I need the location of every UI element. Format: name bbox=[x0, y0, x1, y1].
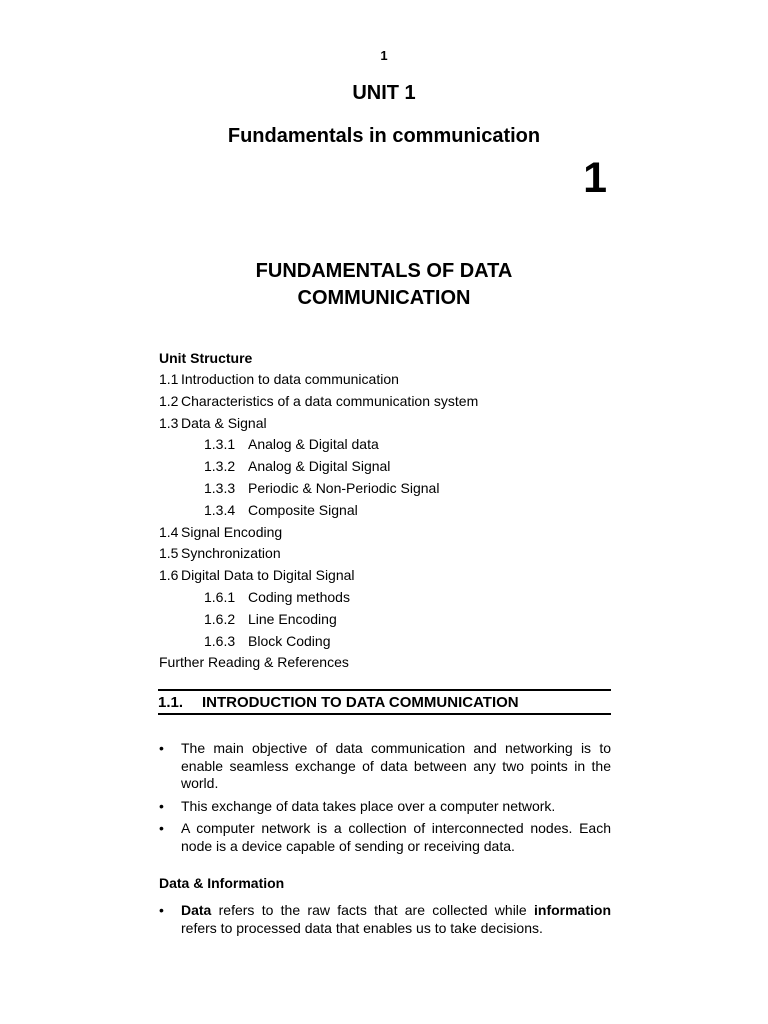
structure-subitem bbox=[159, 587, 619, 609]
structure-subitem bbox=[159, 609, 619, 631]
structure-item-number: 1.3.2 bbox=[204, 458, 236, 475]
section-heading bbox=[158, 689, 611, 715]
bullet-text-part-1: refers to the raw facts that are collected while bbox=[211, 902, 534, 918]
structure-item-text: Composite Signal bbox=[248, 501, 358, 518]
structure-subitem bbox=[159, 434, 619, 456]
page-number: 1 bbox=[380, 48, 388, 63]
structure-item-number: 1.4 bbox=[159, 523, 179, 540]
structure-subitem bbox=[159, 631, 619, 653]
unit-title: UNIT 1 bbox=[352, 82, 416, 104]
structure-item-number: 1.5 bbox=[159, 545, 179, 562]
structure-item bbox=[159, 391, 619, 413]
bullet-icon: • bbox=[159, 740, 164, 756]
intro-bullet-list bbox=[159, 740, 611, 860]
structure-item-number: 1.6.1 bbox=[204, 588, 236, 605]
term-information: information bbox=[534, 902, 611, 918]
structure-item-number: 1.3.3 bbox=[204, 479, 236, 496]
section-title: INTRODUCTION TO DATA COMMUNICATION bbox=[202, 694, 519, 711]
structure-item bbox=[159, 543, 619, 565]
section-number: 1.1. bbox=[158, 694, 184, 711]
structure-subitem bbox=[159, 478, 619, 500]
structure-item-number: 1.3 bbox=[159, 414, 179, 431]
structure-item-text: Block Coding bbox=[248, 632, 331, 649]
structure-item-text: Further Reading & References bbox=[159, 654, 349, 671]
structure-item-number: 1.3.4 bbox=[204, 501, 236, 518]
structure-item-number: 1.1 bbox=[159, 371, 179, 387]
chapter-number: 1 bbox=[583, 154, 607, 202]
bullet-item bbox=[159, 902, 611, 937]
structure-item-number: 1.6 bbox=[159, 567, 179, 584]
bullet-icon: • bbox=[159, 797, 164, 814]
chapter-title-line-2: COMMUNICATION bbox=[297, 287, 471, 309]
structure-item-text: Introduction to data communication bbox=[181, 371, 399, 387]
term-data: Data bbox=[181, 902, 212, 918]
structure-item-further-reading bbox=[159, 652, 619, 674]
data-information-bullet-list bbox=[159, 902, 611, 937]
bullet-icon: • bbox=[159, 902, 164, 918]
structure-item-text: Data & Signal bbox=[181, 414, 267, 431]
unit-structure-heading: Unit Structure bbox=[159, 350, 253, 366]
bullet-text: The main objective of data communication and networking is to enable seamless exchange of data between any two points in the world. bbox=[181, 740, 611, 791]
chapter-title-line-1: FUNDAMENTALS OF DATA bbox=[255, 260, 513, 282]
structure-item bbox=[159, 522, 619, 544]
bullet-item bbox=[159, 820, 611, 855]
unit-structure-list bbox=[159, 369, 619, 674]
bullet-item bbox=[159, 798, 611, 816]
bullet-text: This exchange of data takes place over a computer network. bbox=[181, 797, 556, 814]
structure-item-text: Analog & Digital Signal bbox=[248, 458, 391, 475]
structure-item-number: 1.6.3 bbox=[204, 632, 236, 649]
structure-item-text: Line Encoding bbox=[248, 610, 337, 627]
structure-item-number: 1.3.1 bbox=[204, 436, 236, 453]
structure-item-text: Characteristics of a data communication system bbox=[181, 392, 479, 409]
bullet-text: A computer network is a collection of interconnected nodes. Each node is a device capable of sending or receiving data. bbox=[181, 820, 611, 854]
bullet-icon: • bbox=[159, 820, 164, 836]
structure-item-number: 1.2 bbox=[159, 392, 179, 409]
chapter-title bbox=[0, 258, 768, 312]
structure-item-text: Digital Data to Digital Signal bbox=[181, 567, 355, 584]
structure-item bbox=[159, 369, 619, 391]
structure-item bbox=[159, 565, 619, 587]
bullet-item bbox=[159, 740, 611, 793]
structure-item-text: Periodic & Non-Periodic Signal bbox=[248, 479, 440, 496]
structure-item-number: 1.6.2 bbox=[204, 610, 236, 627]
structure-item bbox=[159, 413, 619, 435]
structure-item-text: Analog & Digital data bbox=[248, 436, 379, 453]
structure-subitem bbox=[159, 500, 619, 522]
structure-subitem bbox=[159, 456, 619, 478]
data-information-heading: Data & Information bbox=[159, 875, 285, 891]
structure-item-text: Coding methods bbox=[248, 588, 350, 605]
structure-item-text: Synchronization bbox=[181, 545, 281, 562]
structure-item-text: Signal Encoding bbox=[181, 523, 283, 540]
bullet-text-part-2: refers to processed data that enables us to take decisions. bbox=[181, 919, 543, 936]
unit-subtitle: Fundamentals in communication bbox=[227, 125, 541, 147]
